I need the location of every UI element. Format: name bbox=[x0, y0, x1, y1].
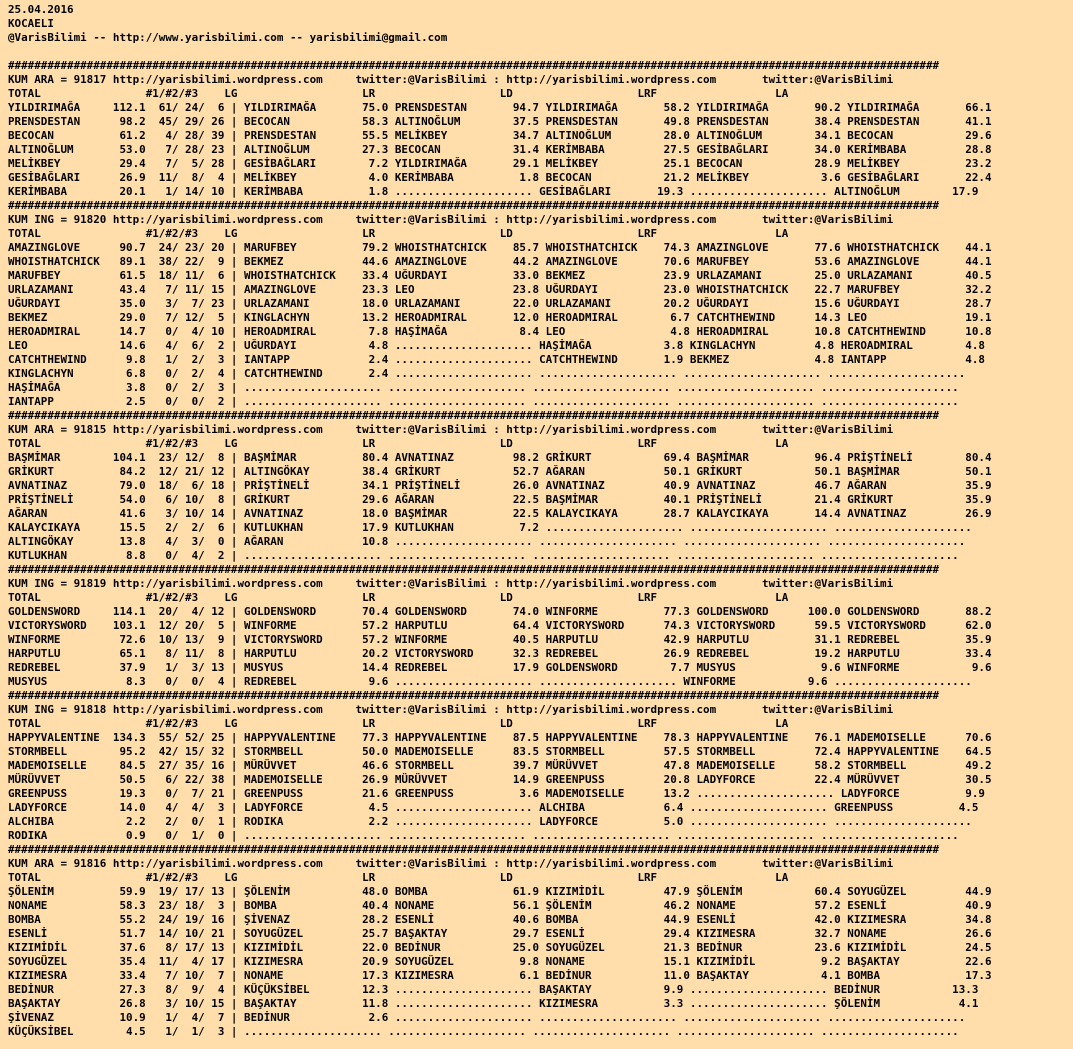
table-row: MELİKBEY 29.4 7/ 5/ 28 | GESİBAĞLARI 7.2 YILDIRIMAĞA 29.1 MELİKBEY 25.1 BECOCAN 28.9 MELİKBEY 23.2 bbox=[8, 157, 992, 170]
section-separator: ############################################################################################################################################## bbox=[8, 409, 940, 422]
column-header: TOTAL #1/#2/#3 LG LR LD LRF LA bbox=[8, 227, 789, 240]
table-row: IANTAPP 2.5 0/ 0/ 2 | ..................... ..................... ..................... ..................... ..................... bbox=[8, 395, 959, 408]
table-row: BAŞAKTAY 26.8 3/ 10/ 15 | BAŞAKTAY 11.8 ..................... KIZIMESRA 3.3 ..................... ŞÖLENİM 4.1 bbox=[8, 997, 979, 1010]
table-row: PRİŞTİNELİ 54.0 6/ 10/ 8 | GRİKURT 29.6 AĞARAN 22.5 BAŞMİMAR 40.1 PRİŞTİNELİ 21.4 GRİKURT 35.9 bbox=[8, 493, 992, 506]
report-city: KOCAELI bbox=[8, 17, 54, 30]
table-row: PRENSDESTAN 98.2 45/ 29/ 26 | BECOCAN 58.3 ALTINOĞLUM 37.5 PRENSDESTAN 49.8 PRENSDESTAN 38.4 PRENSDESTAN 41.1 bbox=[8, 115, 992, 128]
race-title: KUM ING = 91819 http://yarisbilimi.wordpress.com twitter:@VarisBilimi : http://yarisbilimi.wordpress.com twitter:@VarisBilimi bbox=[8, 577, 894, 590]
table-row: UĞURDAYI 35.0 3/ 7/ 23 | URLAZAMANI 18.0 URLAZAMANI 22.0 URLAZAMANI 20.2 UĞURDAYI 15.6 UĞURDAYI 28.7 bbox=[8, 297, 992, 310]
table-row: GREENPUSS 19.3 0/ 7/ 21 | GREENPUSS 21.6 GREENPUSS 3.6 MADEMOISELLE 13.2 ..................... LADYFORCE 9.9 bbox=[8, 787, 985, 800]
column-header: TOTAL #1/#2/#3 LG LR LD LRF LA bbox=[8, 591, 789, 604]
table-row: GESİBAĞLARI 26.9 11/ 8/ 4 | MELİKBEY 4.0 KERİMBABA 1.8 BECOCAN 21.2 MELİKBEY 3.6 GESİBAĞLARI 22.4 bbox=[8, 171, 992, 184]
table-row: GOLDENSWORD 114.1 20/ 4/ 12 | GOLDENSWORD 70.4 GOLDENSWORD 74.0 WINFORME 77.3 GOLDENSWORD 100.0 GOLDENSWORD 88.2 bbox=[8, 605, 992, 618]
table-row: ŞİVENAZ 10.9 1/ 4/ 7 | BEDİNUR 2.6 ..................... ..................... ..................... ..................... bbox=[8, 1011, 966, 1024]
race-title: KUM ARA = 91815 http://yarisbilimi.wordpress.com twitter:@VarisBilimi : http://yarisbilimi.wordpress.com twitter:@VarisBilimi bbox=[8, 423, 894, 436]
table-row: KÜÇÜKSİBEL 4.5 1/ 1/ 3 | ..................... ..................... ..................... ..................... ..................... bbox=[8, 1025, 959, 1038]
table-row: AVNATINAZ 79.0 18/ 6/ 18 | PRİŞTİNELİ 34.1 PRİŞTİNELİ 26.0 AVNATINAZ 40.9 AVNATINAZ 46.7 AĞARAN 35.9 bbox=[8, 479, 992, 492]
table-row: KUTLUKHAN 8.8 0/ 4/ 2 | ..................... ..................... ..................... ..................... ..................... bbox=[8, 549, 959, 562]
column-header: TOTAL #1/#2/#3 LG LR LD LRF LA bbox=[8, 87, 789, 100]
table-row: MÜRÜVVET 50.5 6/ 22/ 38 | MADEMOISELLE 26.9 MÜRÜVVET 14.9 GREENPUSS 20.8 LADYFORCE 22.4 MÜRÜVVET 30.5 bbox=[8, 773, 992, 786]
table-row: MARUFBEY 61.5 18/ 11/ 6 | WHOISTHATCHICK 33.4 UĞURDAYI 33.0 BEKMEZ 23.9 URLAZAMANI 25.0 URLAZAMANI 40.5 bbox=[8, 269, 992, 282]
table-row: LEO 14.6 4/ 6/ 2 | UĞURDAYI 4.8 ..................... HAŞİMAĞA 3.8 KINGLACHYN 4.8 HEROADMIRAL 4.8 bbox=[8, 339, 985, 352]
section-separator: ############################################################################################################################################## bbox=[8, 199, 940, 212]
column-header: TOTAL #1/#2/#3 LG LR LD LRF LA bbox=[8, 437, 789, 450]
table-row: MADEMOISELLE 84.5 27/ 35/ 16 | MÜRÜVVET 46.6 STORMBELL 39.7 MÜRÜVVET 47.8 MADEMOISELLE 58.2 STORMBELL 49.2 bbox=[8, 759, 992, 772]
table-row: VICTORYSWORD 103.1 12/ 20/ 5 | WINFORME 57.2 HARPUTLU 64.4 VICTORYSWORD 74.3 VICTORYSWORD 59.5 VICTORYSWORD 62.0 bbox=[8, 619, 992, 632]
table-row: BEDİNUR 27.3 8/ 9/ 4 | KÜÇÜKSİBEL 12.3 ..................... BAŞAKTAY 9.9 ..................... BEDİNUR 13.3 bbox=[8, 983, 979, 996]
report-date: 25.04.2016 bbox=[8, 3, 74, 16]
table-row: RODIKA 0.9 0/ 1/ 0 | ..................... ..................... ..................... ..................... ..................... bbox=[8, 829, 959, 842]
section-separator: ############################################################################################################################################## bbox=[8, 689, 940, 702]
section-separator: ############################################################################################################################################## bbox=[8, 843, 940, 856]
contact-line: @VarisBilimi -- http://www.yarisbilimi.com -- yarisbilimi@gmail.com bbox=[8, 31, 448, 44]
table-row: WINFORME 72.6 10/ 13/ 9 | VICTORYSWORD 57.2 WINFORME 40.5 HARPUTLU 42.9 HARPUTLU 31.1 REDREBEL 35.9 bbox=[8, 633, 992, 646]
table-row: NONAME 58.3 23/ 18/ 3 | BOMBA 40.4 NONAME 56.1 ŞÖLENİM 46.2 NONAME 57.2 ESENLİ 40.9 bbox=[8, 899, 992, 912]
table-row: KIZIMİDİL 37.6 8/ 17/ 13 | KIZIMİDİL 22.0 BEDİNUR 25.0 SOYUGÜZEL 21.3 BEDİNUR 23.6 KIZIMİDİL 24.5 bbox=[8, 941, 992, 954]
table-row: BEKMEZ 29.0 7/ 12/ 5 | KINGLACHYN 13.2 HEROADMIRAL 12.0 HEROADMIRAL 6.7 CATCHTHEWIND 14.3 LEO 19.1 bbox=[8, 311, 992, 324]
table-row: MUSYUS 8.3 0/ 0/ 4 | REDREBEL 9.6 ..................... ..................... WINFORME 9.6 ..................... bbox=[8, 675, 972, 688]
race-title: KUM ING = 91820 http://yarisbilimi.wordpress.com twitter:@VarisBilimi : http://yarisbilimi.wordpress.com twitter:@VarisBilimi bbox=[8, 213, 894, 226]
table-row: HAŞİMAĞA 3.8 0/ 2/ 3 | ..................... ..................... ..................... ..................... ..................... bbox=[8, 381, 959, 394]
table-row: KERİMBABA 20.1 1/ 14/ 10 | KERİMBABA 1.8 ..................... GESİBAĞLARI 19.3 ..................... ALTINOĞLUM 17.9 bbox=[8, 185, 979, 198]
section-separator: ############################################################################################################################################## bbox=[8, 59, 940, 72]
table-row: BAŞMİMAR 104.1 23/ 12/ 8 | BAŞMİMAR 80.4 AVNATINAZ 98.2 GRİKURT 69.4 BAŞMİMAR 96.4 PRİŞTİNELİ 80.4 bbox=[8, 451, 992, 464]
column-header: TOTAL #1/#2/#3 LG LR LD LRF LA bbox=[8, 717, 789, 730]
table-row: CATCHTHEWIND 9.8 1/ 2/ 3 | IANTAPP 2.4 ..................... CATCHTHEWIND 1.9 BEKMEZ 4.8 IANTAPP 4.8 bbox=[8, 353, 985, 366]
table-row: URLAZAMANI 43.4 7/ 11/ 15 | AMAZINGLOVE 23.3 LEO 23.8 UĞURDAYI 23.0 WHOISTHATCHICK 22.7 MARUFBEY 32.2 bbox=[8, 283, 992, 296]
table-row: STORMBELL 95.2 42/ 15/ 32 | STORMBELL 50.0 MADEMOISELLE 83.5 STORMBELL 57.5 STORMBELL 72.4 HAPPYVALENTINE 64.5 bbox=[8, 745, 992, 758]
race-sections bbox=[8, 73, 992, 1038]
table-row: YILDIRIMAĞA 112.1 61/ 24/ 6 | YILDIRIMAĞA 75.0 PRENSDESTAN 94.7 YILDIRIMAĞA 58.2 YILDIRIMAĞA 90.2 YILDIRIMAĞA 66.1 bbox=[8, 101, 992, 114]
table-row: HAPPYVALENTINE 134.3 55/ 52/ 25 | HAPPYVALENTINE 77.3 HAPPYVALENTINE 87.5 HAPPYVALENTINE 78.3 HAPPYVALENTINE 76.1 MADEMOISELLE 70.6 bbox=[8, 731, 992, 744]
table-row: AMAZINGLOVE 90.7 24/ 23/ 20 | MARUFBEY 79.2 WHOISTHATCHICK 85.7 WHOISTHATCHICK 74.3 AMAZINGLOVE 77.6 WHOISTHATCHICK 44.1 bbox=[8, 241, 992, 254]
table-row: AĞARAN 41.6 3/ 10/ 14 | AVNATINAZ 18.0 BAŞMİMAR 22.5 KALAYCIKAYA 28.7 KALAYCIKAYA 14.4 AVNATINAZ 26.9 bbox=[8, 507, 992, 520]
section-separator: ############################################################################################################################################## bbox=[8, 563, 940, 576]
table-row: KALAYCIKAYA 15.5 2/ 2/ 6 | KUTLUKHAN 17.9 KUTLUKHAN 7.2 ..................... ..................... ..................... bbox=[8, 521, 972, 534]
table-row: WHOISTHATCHICK 89.1 38/ 22/ 9 | BEKMEZ 44.6 AMAZINGLOVE 44.2 AMAZINGLOVE 70.6 MARUFBEY 53.6 AMAZINGLOVE 44.1 bbox=[8, 255, 992, 268]
table-row: HEROADMIRAL 14.7 0/ 4/ 10 | HEROADMIRAL 7.8 HAŞİMAĞA 8.4 LEO 4.8 HEROADMIRAL 10.8 CATCHTHEWIND 10.8 bbox=[8, 325, 992, 338]
table-row: ESENLİ 51.7 14/ 10/ 21 | SOYUGÜZEL 25.7 BAŞAKTAY 29.7 ESENLİ 29.4 KIZIMESRA 32.7 NONAME 26.6 bbox=[8, 927, 992, 940]
table-row: ALTINGÖKAY 13.8 4/ 3/ 0 | AĞARAN 10.8 ..................... ..................... ..................... ..................... bbox=[8, 535, 966, 548]
race-title: KUM ARA = 91817 http://yarisbilimi.wordpress.com twitter:@VarisBilimi : http://yarisbilimi.wordpress.com twitter:@VarisBilimi bbox=[8, 73, 894, 86]
table-row: BOMBA 55.2 24/ 19/ 16 | ŞİVENAZ 28.2 ESENLİ 40.6 BOMBA 44.9 ESENLİ 42.0 KIZIMESRA 34.8 bbox=[8, 913, 992, 926]
table-row: ALTINOĞLUM 53.0 7/ 28/ 23 | ALTINOĞLUM 27.3 BECOCAN 31.4 KERİMBABA 27.5 GESİBAĞLARI 34.0 KERİMBABA 28.8 bbox=[8, 143, 992, 156]
table-row: GRİKURT 84.2 12/ 21/ 12 | ALTINGÖKAY 38.4 GRİKURT 52.7 AĞARAN 50.1 GRİKURT 50.1 BAŞMİMAR 50.1 bbox=[8, 465, 992, 478]
race-title: KUM ING = 91818 http://yarisbilimi.wordpress.com twitter:@VarisBilimi : http://yarisbilimi.wordpress.com twitter:@VarisBilimi bbox=[8, 703, 894, 716]
table-row: KIZIMESRA 33.4 7/ 10/ 7 | NONAME 17.3 KIZIMESRA 6.1 BEDİNUR 11.0 BAŞAKTAY 4.1 BOMBA 17.3 bbox=[8, 969, 992, 982]
table-row: LADYFORCE 14.0 4/ 4/ 3 | LADYFORCE 4.5 ..................... ALCHIBA 6.4 ..................... GREENPUSS 4.5 bbox=[8, 801, 979, 814]
table-row: KINGLACHYN 6.8 0/ 2/ 4 | CATCHTHEWIND 2.4 ..................... ..................... ..................... ..................... bbox=[8, 367, 966, 380]
table-row: SOYUGÜZEL 35.4 11/ 4/ 17 | KIZIMESRA 20.9 SOYUGÜZEL 9.8 NONAME 15.1 KIZIMİDİL 9.2 BAŞAKTAY 22.6 bbox=[8, 955, 992, 968]
table-row: ŞÖLENİM 59.9 19/ 17/ 13 | ŞÖLENİM 48.0 BOMBA 61.9 KIZIMİDİL 47.9 ŞÖLENİM 60.4 SOYUGÜZEL 44.9 bbox=[8, 885, 992, 898]
column-header: TOTAL #1/#2/#3 LG LR LD LRF LA bbox=[8, 871, 789, 884]
table-row: HARPUTLU 65.1 8/ 11/ 8 | HARPUTLU 20.2 VICTORYSWORD 32.3 REDREBEL 26.9 REDREBEL 19.2 HARPUTLU 33.4 bbox=[8, 647, 992, 660]
table-row: REDREBEL 37.9 1/ 3/ 13 | MUSYUS 14.4 REDREBEL 17.9 GOLDENSWORD 7.7 MUSYUS 9.6 WINFORME 9.6 bbox=[8, 661, 992, 674]
race-title: KUM ARA = 91816 http://yarisbilimi.wordpress.com twitter:@VarisBilimi : http://yarisbilimi.wordpress.com twitter:@VarisBilimi bbox=[8, 857, 894, 870]
table-row: BECOCAN 61.2 4/ 28/ 39 | PRENSDESTAN 55.5 MELİKBEY 34.7 ALTINOĞLUM 28.0 ALTINOĞLUM 34.1 BECOCAN 29.6 bbox=[8, 129, 992, 142]
table-row: ALCHIBA 2.2 2/ 0/ 1 | RODIKA 2.2 ..................... LADYFORCE 5.0 ..................... ..................... bbox=[8, 815, 972, 828]
